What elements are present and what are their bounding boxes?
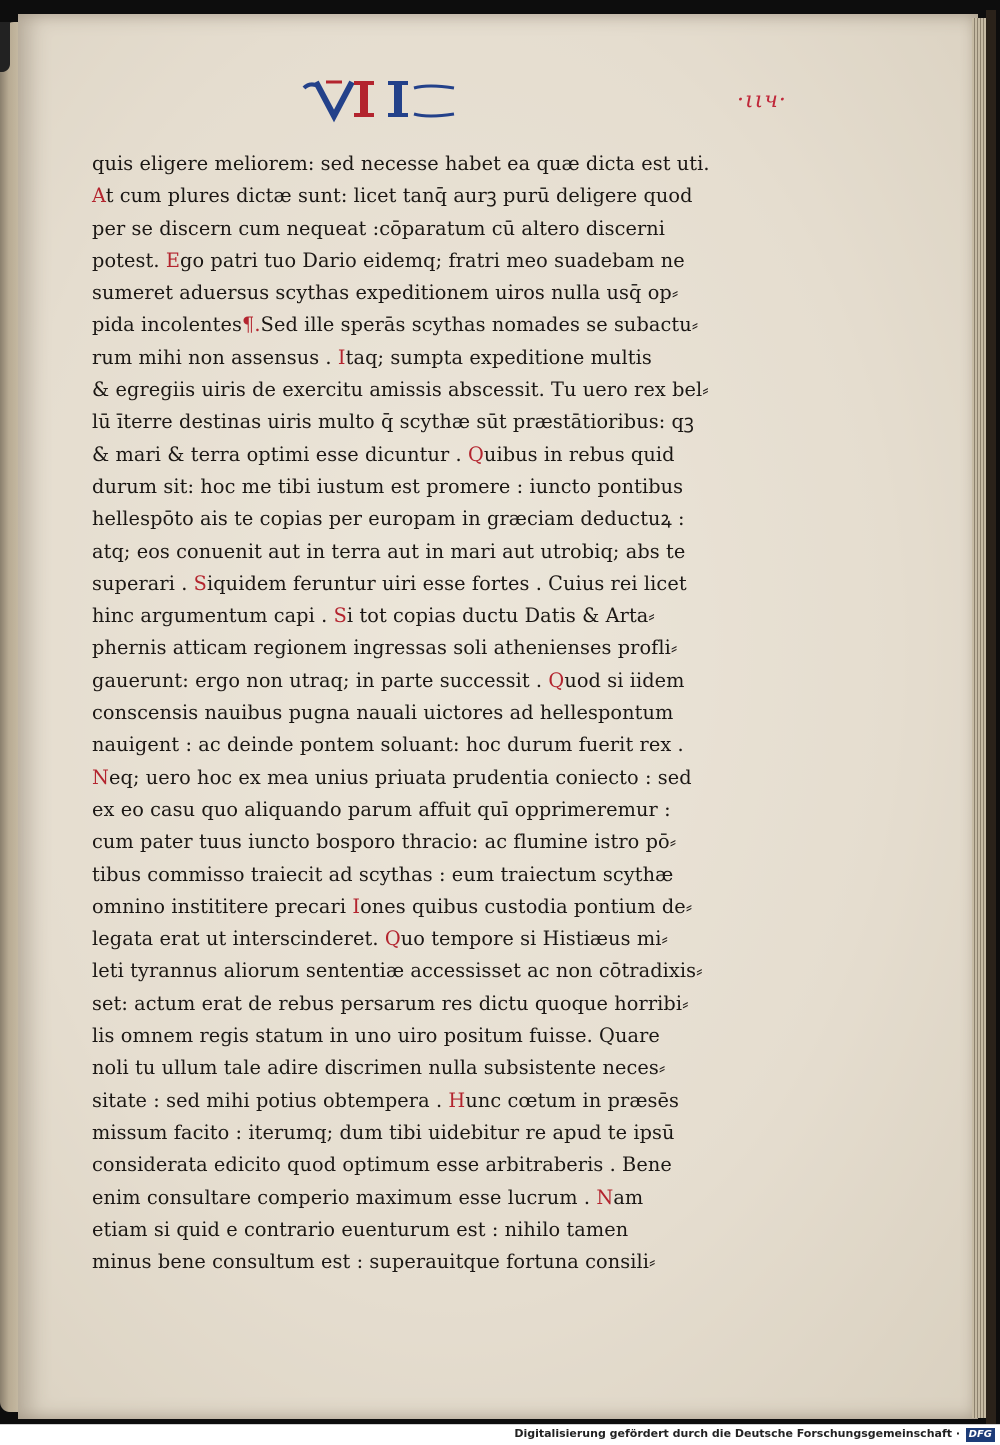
line-text-pre: hinc argumentum capi . bbox=[92, 604, 334, 628]
line-text: iquidem feruntur uiri esse fortes . Cuius rei licet bbox=[206, 571, 687, 595]
line-text-pre: legata erat ut interscinderet. bbox=[92, 927, 385, 951]
text-line bbox=[92, 1020, 662, 1052]
line-text: tibus commisso traiecit ad scythas : eum traiectum scythæ bbox=[92, 862, 674, 886]
line-text: i tot copias ductu Datis & Arta⸗ bbox=[346, 604, 655, 628]
rubricated-initial: I bbox=[352, 894, 361, 918]
line-text: set: actum erat de rebus persarum res dictu quoque horribi⸗ bbox=[92, 991, 689, 1015]
line-text: go patri tuo Dario eidemq; fratri meo suadebam ne bbox=[180, 248, 685, 272]
rubricated-heading bbox=[296, 74, 456, 126]
line-text: considerata edicito quod optimum esse arbitraberis . Bene bbox=[92, 1153, 672, 1177]
line-text-pre: gauerunt: ergo non utraq; in parte successit . bbox=[92, 668, 549, 692]
text-line bbox=[92, 342, 662, 374]
text-column bbox=[92, 148, 710, 1278]
line-text: am bbox=[613, 1185, 644, 1209]
dfg-logo: DFG bbox=[966, 1428, 995, 1442]
rubricated-initial: H bbox=[448, 1088, 466, 1112]
line-text: missum facito : iterumq; dum tibi uidebitur re apud te ipsū bbox=[92, 1120, 675, 1144]
text-line bbox=[92, 213, 666, 245]
line-text: uod si iidem bbox=[564, 668, 685, 692]
text-line bbox=[92, 1214, 662, 1246]
line-text-pre: rum mihi non assensus . bbox=[92, 345, 338, 369]
text-line bbox=[92, 471, 684, 503]
line-text: per se discern cum nequeat :cōparatum cū altero discerni bbox=[92, 216, 666, 240]
line-text-pre: omnino instititere precari bbox=[92, 894, 353, 918]
line-text: durum sit: hoc me tibi iustum est promere : iuncto pontibus bbox=[92, 474, 684, 498]
text-line bbox=[92, 406, 694, 438]
text-line bbox=[92, 148, 710, 180]
line-text-pre: superari . bbox=[92, 571, 194, 595]
line-text: ones quibus custodia pontium de⸗ bbox=[360, 894, 693, 918]
text-line bbox=[92, 1182, 662, 1214]
line-text-pre: sitate : sed mihi potius obtempera . bbox=[92, 1088, 449, 1112]
text-line bbox=[92, 1052, 666, 1084]
line-text-pre: & mari & terra optimi esse dicuntur . bbox=[92, 442, 468, 466]
line-text: lis omnem regis statum in uno uiro positum fuisse. Quare bbox=[92, 1024, 660, 1048]
line-text: quis eligere meliorem: sed necesse habet ea quæ dicta est uti. bbox=[92, 152, 710, 175]
line-text: sumeret aduersus scythas expeditionem uiros nulla usq̄ op⸗ bbox=[92, 281, 679, 305]
line-text: etiam si quid e contrario euenturum est : nihilo tamen bbox=[92, 1217, 629, 1241]
text-line bbox=[92, 632, 678, 664]
heading-text: VII bbox=[296, 74, 298, 75]
line-text: leti tyrannus aliorum sententiæ accessisset ac non cōtradixis⸗ bbox=[92, 959, 703, 983]
line-text: noli tu ullum tale adire discrimen nulla subsistente neces⸗ bbox=[92, 1056, 666, 1080]
funding-credit: Digitalisierung gefördert durch die Deutsche Forschungsgemeinschaft · bbox=[514, 1427, 960, 1440]
cover-edge bbox=[986, 10, 996, 1424]
folio-number: ·ιιч· bbox=[737, 88, 787, 113]
text-line bbox=[92, 859, 674, 891]
text-line bbox=[92, 794, 671, 826]
text-line bbox=[92, 536, 686, 568]
text-line bbox=[92, 955, 703, 987]
text-line bbox=[92, 729, 684, 761]
line-text-pre: enim consultare comperio maximum esse lucrum . bbox=[92, 1185, 597, 1209]
rubricated-initial: ¶. bbox=[242, 313, 261, 337]
text-line bbox=[92, 374, 709, 406]
spine-shadow bbox=[0, 22, 10, 72]
rubricated-initial: N bbox=[596, 1185, 614, 1209]
rubricated-initial: N bbox=[92, 765, 109, 789]
page-edges bbox=[972, 18, 986, 1418]
rubricated-initial: Q bbox=[384, 927, 401, 951]
text-line bbox=[92, 309, 699, 341]
text-line bbox=[92, 1246, 662, 1278]
line-text: hellespōto ais te copias per europam in græciam deductuꝝ : bbox=[92, 507, 685, 531]
line-text: phernis atticam regionem ingressas soli athenienses profli⸗ bbox=[92, 636, 678, 660]
text-line bbox=[92, 1149, 672, 1181]
text-line bbox=[92, 762, 692, 794]
line-text: taq; sumpta expeditione multis bbox=[345, 345, 652, 369]
line-text: unc cœtum in præsēs bbox=[465, 1088, 680, 1112]
line-text: conscensis nauibus pugna nauali uictores ad hellespontum bbox=[92, 701, 674, 725]
rubricated-initial: S bbox=[193, 571, 207, 595]
rubricated-initial: A bbox=[92, 184, 106, 208]
text-line bbox=[92, 600, 662, 632]
line-text: t cum plures dictæ sunt: licet tanq̄ aurꝫ purū deligere quod bbox=[105, 184, 693, 208]
text-line bbox=[92, 988, 689, 1020]
text-line bbox=[92, 697, 674, 729]
line-text: uibus in rebus quid bbox=[483, 442, 675, 466]
text-line bbox=[92, 180, 693, 212]
text-line bbox=[92, 891, 693, 923]
text-line bbox=[92, 826, 677, 858]
line-text-pre: pida incolentes bbox=[92, 313, 243, 337]
line-text: ex eo casu quo aliquando parum affuit quī opprimeremur : bbox=[92, 797, 671, 821]
line-text: atq; eos conuenit aut in terra aut in mari aut utrobiq; abs te bbox=[92, 539, 686, 563]
line-text: minus bene consultum est : superauitque fortuna consili⸗ bbox=[92, 1250, 656, 1274]
line-text: & egregiis uiris de exercitu amissis abscessit. Tu uero rex bel⸗ bbox=[92, 378, 709, 402]
text-line bbox=[92, 245, 685, 277]
text-line bbox=[92, 1085, 680, 1117]
line-text: Sed ille sperās scythas nomades se subactu⸗ bbox=[260, 313, 699, 337]
rubricated-initial: Q bbox=[548, 668, 565, 692]
text-line bbox=[92, 923, 669, 955]
text-line bbox=[92, 439, 675, 471]
line-text: lū īterre destinas uiris multo q̄ scythæ sūt præstātioribus: qꝫ bbox=[92, 410, 694, 434]
rubricated-initial: Q bbox=[468, 442, 484, 466]
text-line bbox=[92, 665, 685, 697]
line-text: uo tempore si Histiæus mi⸗ bbox=[400, 927, 669, 951]
heading-drawing bbox=[296, 74, 456, 126]
text-line bbox=[92, 277, 679, 309]
rubricated-initial: I bbox=[337, 345, 346, 369]
line-text: nauigent : ac deinde pontem soluant: hoc durum fuerit rex . bbox=[92, 733, 684, 757]
text-line bbox=[92, 568, 687, 600]
rubricated-initial: S bbox=[333, 604, 347, 628]
line-text-pre: potest. bbox=[92, 248, 166, 272]
rubricated-initial: E bbox=[165, 248, 180, 272]
line-text: eq; uero hoc ex mea unius priuata prudentia coniecto : sed bbox=[108, 765, 692, 789]
text-line bbox=[92, 1117, 675, 1149]
line-text: cum pater tuus iuncto bosporo thracio: ac flumine istro pō⸗ bbox=[92, 830, 677, 854]
footer-bar bbox=[0, 1424, 1000, 1445]
text-line bbox=[92, 503, 685, 535]
